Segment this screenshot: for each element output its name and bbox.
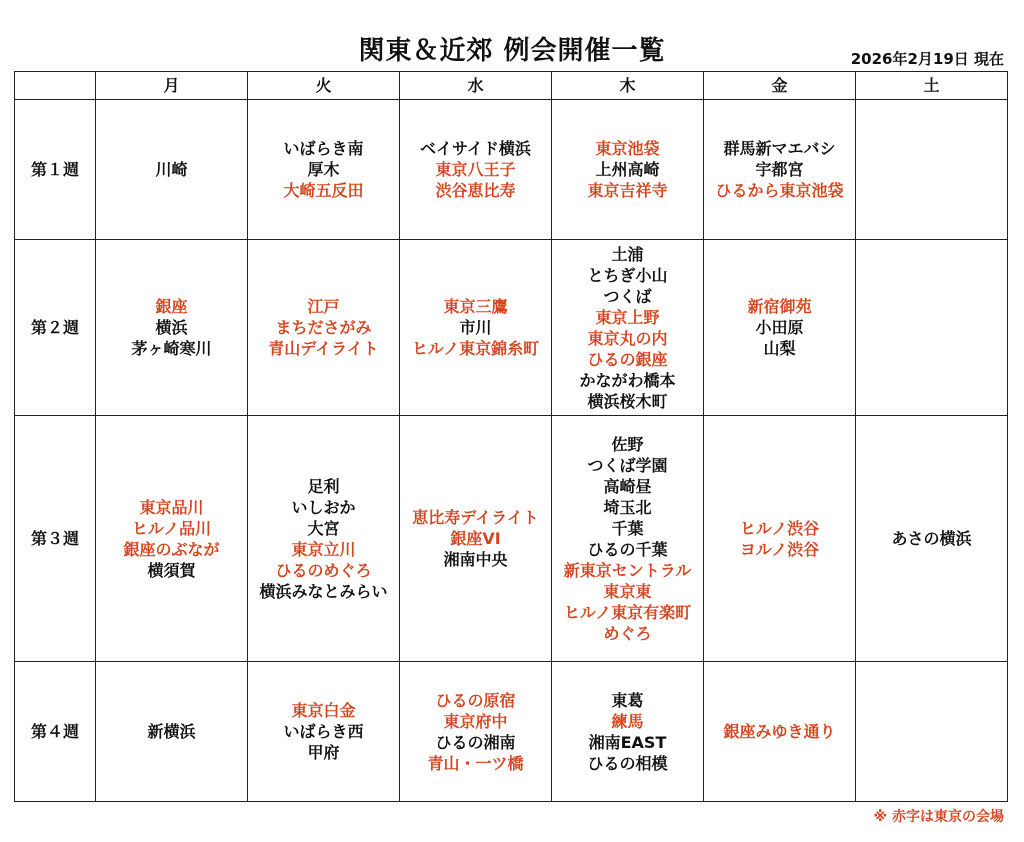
venue-name: 土浦 xyxy=(611,244,644,264)
schedule-cell xyxy=(96,662,248,802)
schedule-cell xyxy=(552,416,704,662)
venue-name: 茅ヶ崎寒川 xyxy=(131,339,212,358)
venue-name: 市川 xyxy=(459,318,492,337)
venue-name: 山梨 xyxy=(763,339,796,358)
schedule-table xyxy=(14,71,1008,802)
venue-name: ひるの原宿 xyxy=(435,690,516,710)
venue-name: 高崎昼 xyxy=(603,476,652,496)
schedule-cell xyxy=(400,100,552,240)
venue-name: 恵比寿デイライト xyxy=(412,508,539,527)
day-header-wed: 水 xyxy=(400,72,552,100)
day-header-fri: 金 xyxy=(704,72,856,100)
page-title: 関東＆近郊 例会開催一覧 xyxy=(358,36,666,66)
venue-name: 厚木 xyxy=(307,160,340,179)
venue-name: 上州高崎 xyxy=(595,160,660,179)
week-row-3 xyxy=(15,416,1008,662)
venue-name: 東京白金 xyxy=(291,701,356,720)
venue-name: 新横浜 xyxy=(147,722,196,741)
day-header-tue: 火 xyxy=(248,72,400,100)
venue-name: とちぎ小山 xyxy=(587,265,668,285)
week-row-1 xyxy=(15,100,1008,240)
venue-name: ヒルノ東京有楽町 xyxy=(563,602,692,622)
corner-cell xyxy=(15,72,96,100)
week-label: 第４週 xyxy=(15,662,96,802)
schedule-cell xyxy=(856,662,1008,802)
venue-name: 宇都宮 xyxy=(755,160,804,179)
venue-name: 新東京セントラル xyxy=(563,560,692,580)
venue-name: 東京品川 xyxy=(139,497,204,517)
schedule-cell xyxy=(704,100,856,240)
schedule-cell xyxy=(704,662,856,802)
venue-name: ひるの湘南 xyxy=(435,732,516,752)
venue-name: ひるから東京池袋 xyxy=(715,181,844,200)
schedule-cell xyxy=(552,100,704,240)
schedule-cell xyxy=(96,416,248,662)
venue-name: 佐野 xyxy=(611,434,644,454)
venue-name: 小田原 xyxy=(755,318,804,337)
venue-name: 東京上野 xyxy=(595,307,660,327)
as-of-date: 2026年2月19日 現在 xyxy=(850,50,1004,68)
venue-name: 練馬 xyxy=(611,711,644,731)
venue-name: 東京東 xyxy=(603,581,652,601)
venue-name: 新宿御苑 xyxy=(747,297,812,316)
venue-name: まちださがみ xyxy=(275,318,372,337)
venue-name: 東京八王子 xyxy=(435,160,516,179)
week-label: 第１週 xyxy=(15,100,96,240)
week-row-4 xyxy=(15,662,1008,802)
venue-name: 埼玉北 xyxy=(603,497,652,517)
venue-name: 江戸 xyxy=(307,297,340,316)
schedule-cell xyxy=(248,240,400,416)
venue-name: ひるの銀座 xyxy=(587,349,668,369)
venue-name: 横浜桜木町 xyxy=(587,391,668,411)
venue-name: 東葛 xyxy=(611,690,644,710)
schedule-cell xyxy=(248,662,400,802)
venue-name: 大崎五反田 xyxy=(283,181,364,200)
venue-name: いばらき南 xyxy=(283,139,364,158)
week-label: 第２週 xyxy=(15,240,96,416)
venue-name: ベイサイド横浜 xyxy=(420,139,531,158)
week-row-2 xyxy=(15,240,1008,416)
schedule-cell xyxy=(96,100,248,240)
venue-name: 大宮 xyxy=(307,518,340,538)
venue-name: 東京立川 xyxy=(291,539,356,559)
venue-name: 湘南EAST xyxy=(588,732,667,752)
schedule-cell xyxy=(856,416,1008,662)
venue-name: 銀座みゆき通り xyxy=(723,722,836,741)
venue-name: 青山デイライト xyxy=(268,339,379,358)
venue-name: ひるの千葉 xyxy=(587,539,668,559)
venue-name: ヒルノ東京錦糸町 xyxy=(411,339,540,358)
venue-name: 湘南中央 xyxy=(443,550,508,569)
schedule-cell xyxy=(400,416,552,662)
venue-name: つくば xyxy=(603,286,652,306)
venue-name: ヒルノ品川 xyxy=(131,518,212,538)
venue-name: 東京池袋 xyxy=(595,139,660,158)
venue-name: いばらき西 xyxy=(283,722,364,741)
venue-name: 横浜 xyxy=(155,318,188,337)
venue-name: 東京丸の内 xyxy=(587,328,668,348)
schedule-cell xyxy=(856,100,1008,240)
legend-note: ※ 赤字は東京の会場 xyxy=(873,809,1004,825)
day-header-thu: 木 xyxy=(552,72,704,100)
venue-name: 銀座のぶなが xyxy=(123,539,220,559)
week-label: 第３週 xyxy=(15,416,96,662)
venue-name: 銀座VI xyxy=(450,529,501,548)
schedule-cell xyxy=(552,240,704,416)
venue-name: 甲府 xyxy=(307,743,340,762)
venue-name: つくば学園 xyxy=(587,455,668,475)
schedule-cell xyxy=(400,240,552,416)
venue-name: ひるの相模 xyxy=(587,753,668,773)
day-header-mon: 月 xyxy=(96,72,248,100)
schedule-cell xyxy=(552,662,704,802)
schedule-cell xyxy=(248,100,400,240)
venue-name: 東京吉祥寺 xyxy=(587,181,668,200)
venue-name: めぐろ xyxy=(603,623,652,643)
venue-name: 横浜みなとみらい xyxy=(259,581,388,601)
schedule-cell xyxy=(96,240,248,416)
schedule-cell xyxy=(856,240,1008,416)
venue-name: 渋谷恵比寿 xyxy=(435,181,516,200)
venue-name: 東京三鷹 xyxy=(443,297,508,316)
schedule-body xyxy=(15,100,1008,802)
schedule-cell xyxy=(400,662,552,802)
venue-name: 千葉 xyxy=(611,518,644,538)
day-header-row xyxy=(15,72,1008,100)
venue-name: いしおか xyxy=(291,497,356,517)
venue-name: あさの横浜 xyxy=(891,529,972,548)
venue-name: 川崎 xyxy=(155,160,188,179)
venue-name: ヒルノ渋谷 xyxy=(739,518,820,538)
venue-name: 横須賀 xyxy=(147,560,196,580)
schedule-cell xyxy=(704,240,856,416)
venue-name: ヨルノ渋谷 xyxy=(739,539,820,559)
venue-name: 青山・一ツ橋 xyxy=(427,753,524,773)
venue-name: 足利 xyxy=(307,476,340,496)
venue-name: かながわ橋本 xyxy=(579,370,676,390)
schedule-cell xyxy=(248,416,400,662)
venue-name: ひるのめぐろ xyxy=(275,560,372,580)
day-header-sat: 土 xyxy=(856,72,1008,100)
schedule-cell xyxy=(704,416,856,662)
venue-name: 群馬新マエバシ xyxy=(723,139,836,158)
venue-name: 銀座 xyxy=(155,297,188,316)
venue-name: 東京府中 xyxy=(443,711,508,731)
